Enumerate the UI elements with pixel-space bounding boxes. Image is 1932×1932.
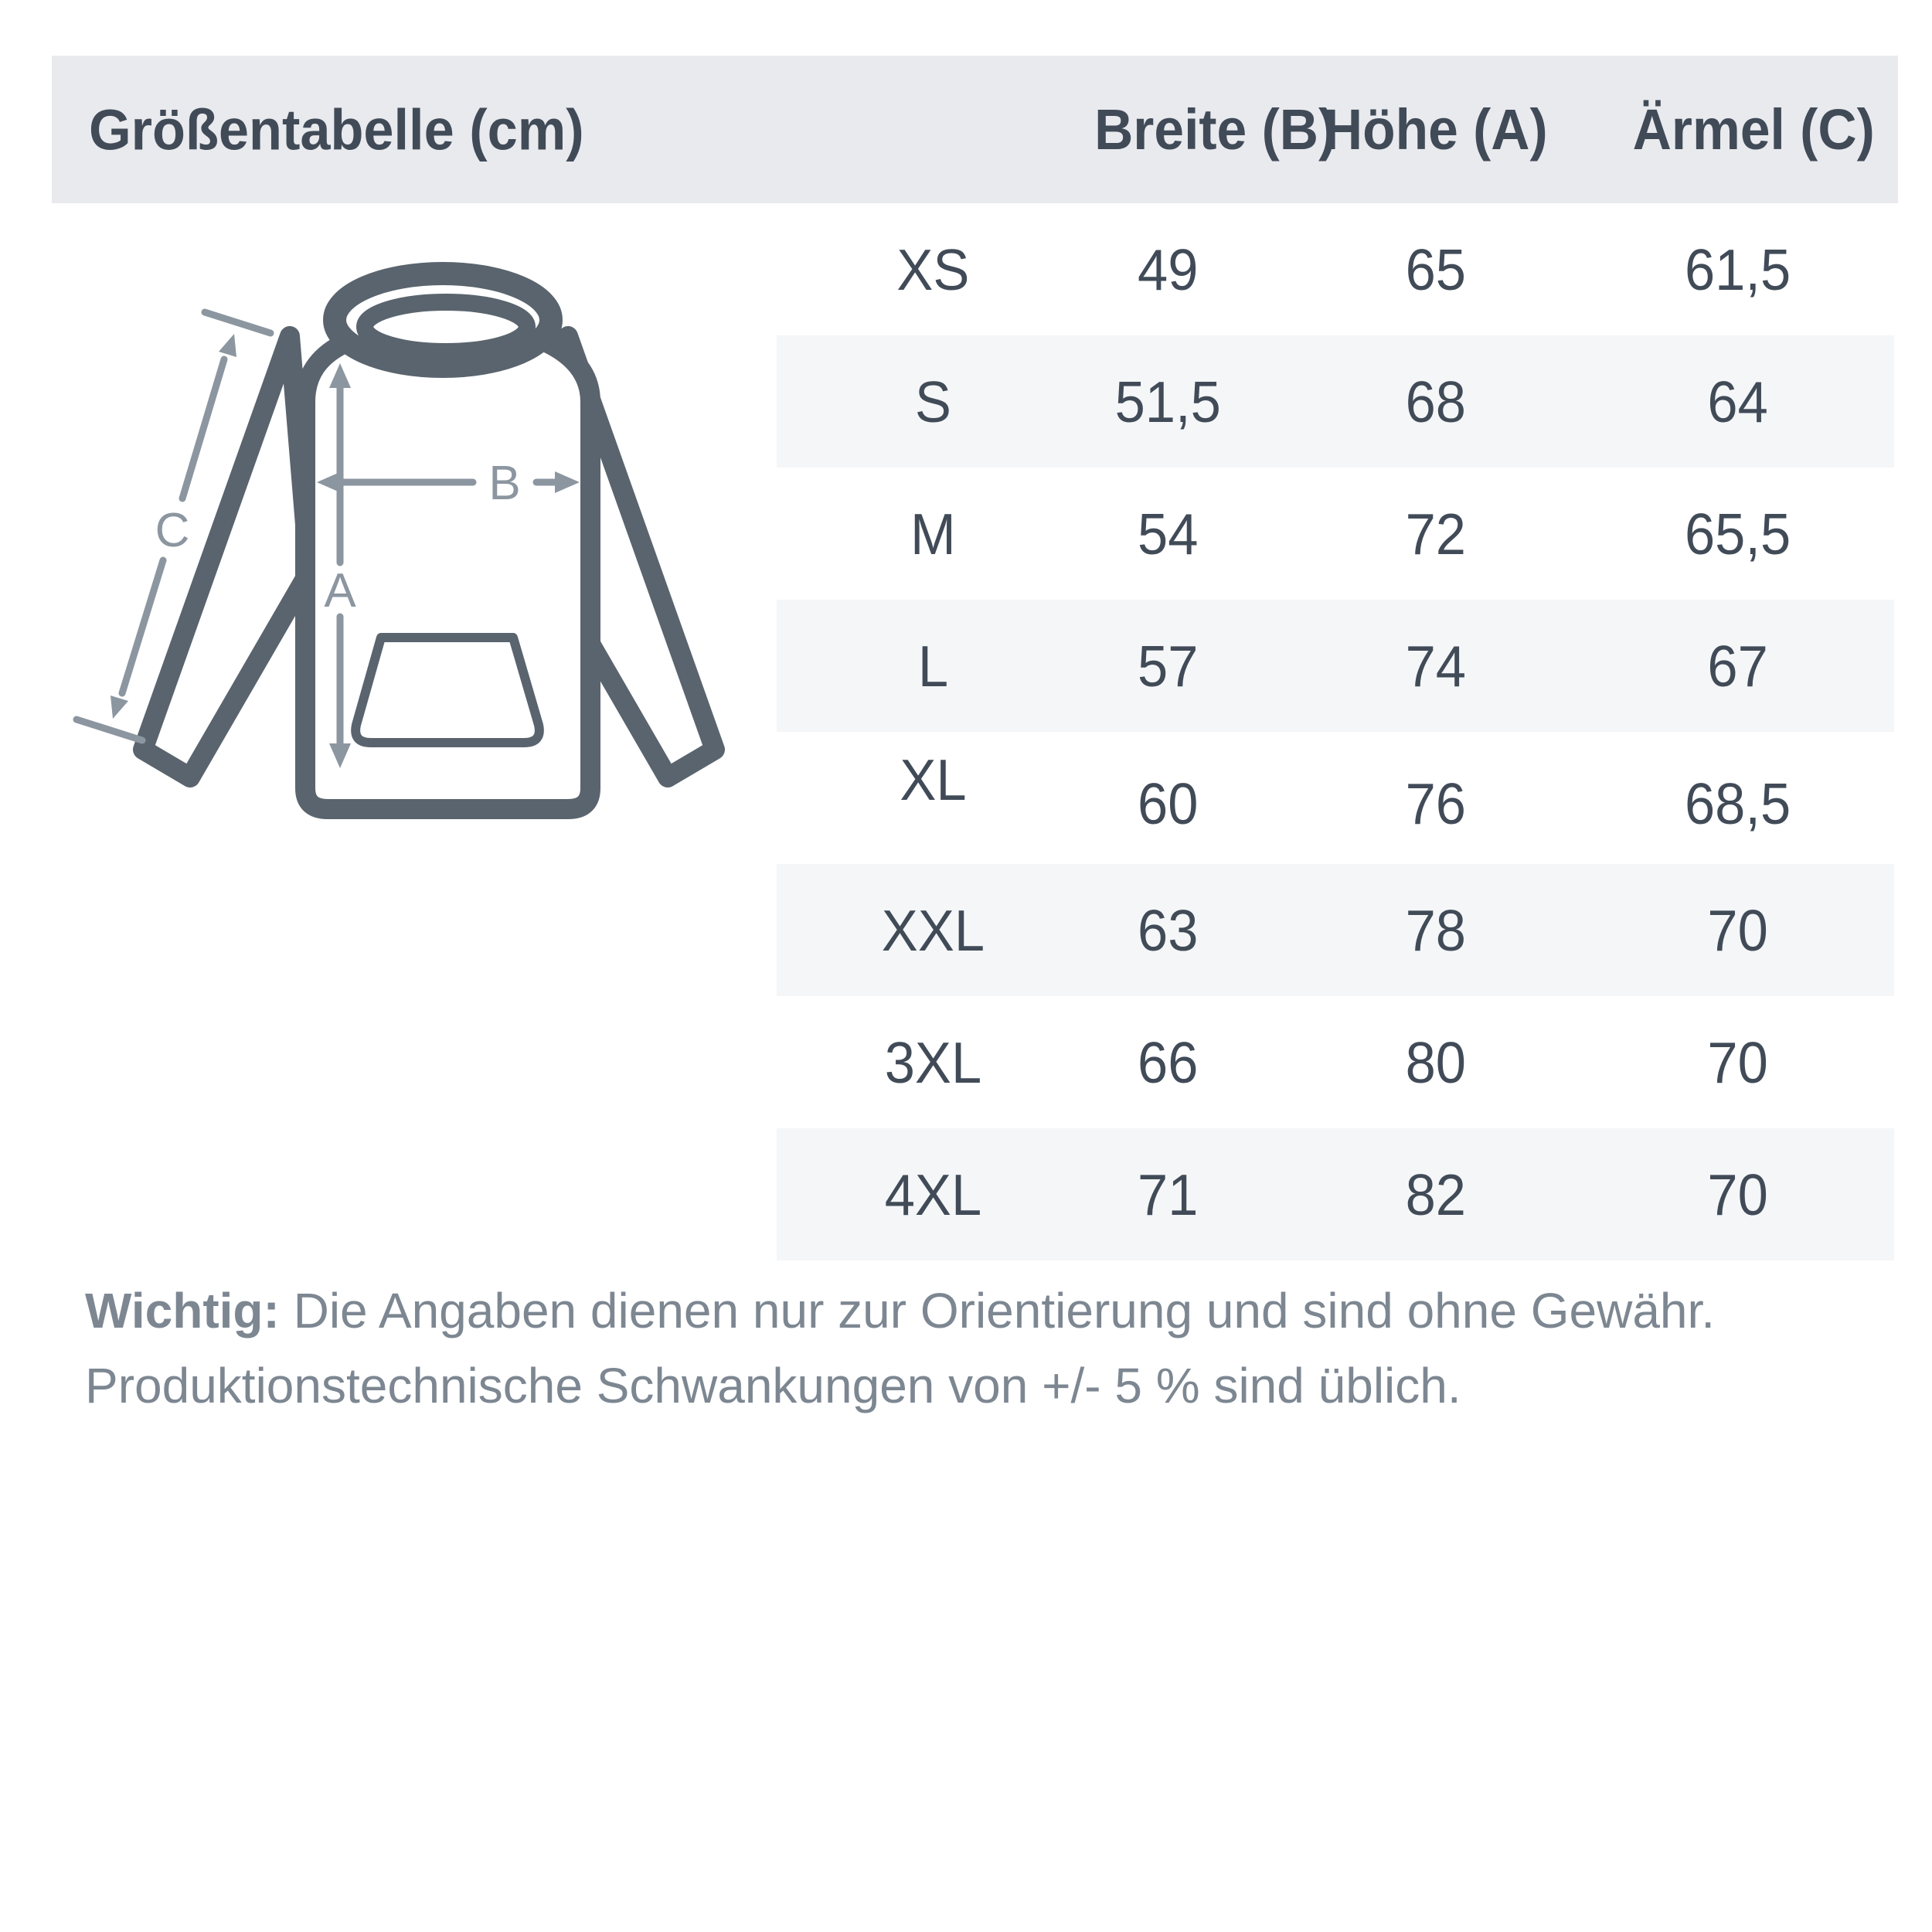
- table-row: [777, 600, 1894, 732]
- column-header-hoehe: Höhe (A): [1324, 97, 1549, 162]
- sleeve-arrow-tick-top: [205, 312, 270, 333]
- value-aermel: 61,5: [1684, 236, 1791, 302]
- sleeve-arrow-line-bottom: [122, 560, 163, 693]
- value-aermel: 67: [1707, 633, 1768, 699]
- size-label: XL: [900, 747, 967, 812]
- disclaimer-label: Wichtig:: [85, 1283, 280, 1338]
- column-header-breite: Breite (B): [1094, 97, 1337, 162]
- value-hoehe: 65: [1405, 236, 1467, 302]
- table-row: [777, 1128, 1894, 1260]
- value-hoehe: 82: [1405, 1162, 1467, 1227]
- value-breite: 66: [1137, 1029, 1199, 1095]
- disclaimer-text-1: Die Angaben dienen nur zur Orientierung und sind ohne Gewähr.: [293, 1283, 1716, 1338]
- table-row: [777, 864, 1894, 996]
- size-table-rows: [777, 203, 1894, 1260]
- size-label: S: [914, 369, 951, 434]
- width-label-b: B: [488, 457, 521, 510]
- disclaimer-note: [85, 1274, 1886, 1423]
- table-title: Größentabelle (cm): [89, 97, 584, 162]
- sleeve-arrowhead-top: [219, 334, 236, 357]
- value-aermel: 70: [1707, 1162, 1768, 1227]
- disclaimer-line-1: [85, 1274, 1886, 1349]
- value-aermel: 70: [1707, 1029, 1768, 1095]
- table-row: [777, 732, 1894, 864]
- hoodie-diagram-svg: [62, 216, 796, 850]
- sleeve-arrowhead-bottom: [111, 696, 128, 719]
- size-label: XXL: [881, 897, 985, 963]
- value-hoehe: 72: [1405, 501, 1467, 566]
- value-breite: 49: [1137, 236, 1199, 302]
- value-aermel: 65,5: [1684, 501, 1791, 566]
- kangaroo-pocket: [355, 638, 539, 743]
- hood-inner-ring: [365, 302, 527, 352]
- size-label: L: [917, 633, 949, 699]
- value-breite: 71: [1137, 1162, 1199, 1227]
- disclaimer-line-2: Produktionstechnische Schwankungen von +/- 5 % sind üblich.: [85, 1358, 1461, 1413]
- size-label: M: [910, 501, 956, 566]
- value-hoehe: 78: [1405, 897, 1467, 963]
- value-aermel: 64: [1707, 369, 1768, 434]
- size-label: 4XL: [884, 1162, 982, 1227]
- size-label: XS: [896, 236, 970, 302]
- size-label: 3XL: [884, 1029, 982, 1095]
- column-headers: [777, 56, 1894, 203]
- hoodie-measurement-diagram: [62, 216, 796, 850]
- table-row: [777, 468, 1894, 600]
- value-hoehe: 80: [1405, 1029, 1467, 1095]
- sleeve-arrow-tick-bottom: [77, 719, 142, 740]
- table-row: [777, 996, 1894, 1128]
- value-aermel: 70: [1707, 897, 1768, 963]
- table-row: [777, 203, 1894, 335]
- value-breite: 63: [1137, 897, 1199, 963]
- sleeve-label-c: C: [155, 504, 190, 557]
- value-hoehe: 74: [1405, 633, 1467, 699]
- table-row: [777, 335, 1894, 468]
- table-header-band: [52, 56, 1898, 203]
- value-breite: 51,5: [1114, 369, 1221, 434]
- height-label-a: A: [324, 564, 356, 617]
- column-header-aermel: Ärmel (C): [1632, 97, 1875, 162]
- value-hoehe: 76: [1405, 770, 1467, 836]
- value-breite: 57: [1137, 633, 1199, 699]
- value-breite: 54: [1137, 501, 1199, 566]
- value-breite: 60: [1137, 770, 1199, 836]
- value-hoehe: 68: [1405, 369, 1467, 434]
- sleeve-arrow-line-top: [182, 359, 224, 498]
- value-aermel: 68,5: [1684, 770, 1791, 836]
